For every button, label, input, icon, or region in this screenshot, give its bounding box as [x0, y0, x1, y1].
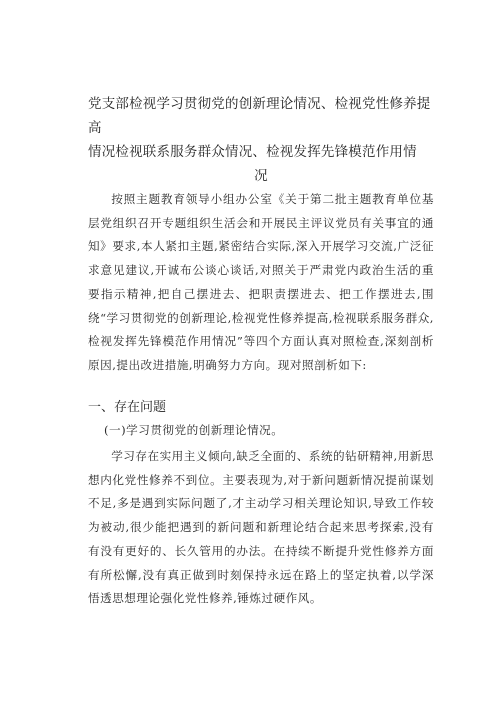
title-line-2: 情况检视联系服务群众情况、检视发挥先锋模范作用情	[88, 144, 417, 160]
document-title	[88, 92, 434, 188]
title-line-3: 况	[254, 168, 268, 184]
section-heading: 一、存在问题	[88, 400, 167, 415]
subsection-heading: (一)学习贯彻党的创新理论情况。	[104, 423, 284, 437]
section-paragraph: 学习存在实用主义倾向,缺乏全面的、系统的钻研精神,用新思想内化党性修养不到位。主要表现为,对于新问题新情况提前谋划不足,多是遇到实际问题了,才主动学习相关理论知识,导致工作较为被动,很少能把遇到的新问题和新理论结合起来思考探索,没有有没有更好的、长久管用的办法。在持续不断提升党性修养方面有所松懈,没有真正做到时刻保持永远在路上的坚定执着,以学深悟透思想理论强化党性修养,锤炼过硬作风。	[88, 449, 434, 606]
title-line-1: 党支部检视学习贯彻党的创新理论情况、检视党性修养提高	[88, 96, 431, 136]
intro-paragraph: 按照主题教育领导小组办公室《关于第二批主题教育单位基层党组织召开专题组织生活会和开展民主评议党员有关事宜的通知》要求,本人紧扣主题,紧密结合实际,深入开展学习交流,广泛征求意见建议,开诚布公谈心谈话,对照关于严肃党内政治生活的重要指示精神,把自己摆进去、把职责摆进去、把工作摆进去,围绕“学习贯彻党的创新理论,检视党性修养提高,检视联系服务群众,检视发挥先锋模范作用情况”等四个方面认真对照检查,深刻剖析原因,提出改进措施,明确努力方向。现对照剖析如下:	[88, 192, 434, 372]
